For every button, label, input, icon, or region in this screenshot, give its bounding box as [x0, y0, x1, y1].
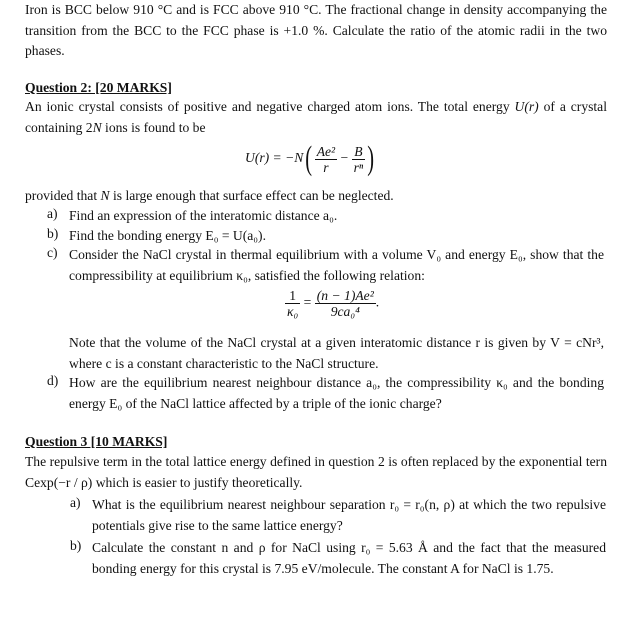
- cond-sym-n: N: [100, 188, 110, 203]
- q3-item-b: Calculate the constant n and ρ for NaCl using r₀ = 5.63 Å and the fact that the measured bonding energy for this crystal is 7.95 eV/molecule. The constant A for NaCl is 1.75.: [92, 540, 606, 576]
- energy-eq-frac2: [352, 144, 366, 175]
- cond-a: provided that: [25, 188, 101, 203]
- question-3-intro: The repulsive term in the total lattice energy defined in question 2 is often replaced by the exponential tern Cexp(−r / ρ) which is easier to justify theoretically.: [25, 454, 607, 490]
- cond-b: is large enough that surface effect can be neglected.: [109, 188, 394, 203]
- q2-item-a: Find an expression of the interatomic distance a₀.: [69, 208, 338, 223]
- intro-paragraph: Iron is BCC below 910 °C and is FCC above 910 °C. The fractional change in density accompanying the transition from the BCC to the FCC phase is +1.0 %. Calculate the ratio of the atomic radii in the two phases.: [25, 2, 607, 58]
- energy-eq-den2: rⁿ: [353, 159, 364, 175]
- energy-eq-den1: r: [323, 159, 329, 175]
- energy-eq-rparen: ): [367, 140, 375, 177]
- q2-text-b: of a crystal containing 2: [25, 99, 607, 135]
- q2-item-d: How are the equilibrium nearest neighbour distance a₀, the compressibility κ₀ and the bonding energy E₀ of the NaCl lattice affected by a triple of the ionic charge?: [69, 375, 604, 411]
- q2-item-d-marker: d): [47, 373, 59, 388]
- q2-note: Note that the volume of the NaCl crystal at a given interatomic distance r is given by V = cNr³, where c is a constant characteristic to the NaCl structure.: [69, 335, 604, 371]
- question-3-heading: Question 3 [10 MARKS]: [25, 434, 168, 449]
- q2-item-a-marker: a): [47, 206, 58, 221]
- comp-eq-num2: (n − 1)Ae²: [316, 288, 374, 303]
- comp-eq-equals: =: [303, 294, 312, 310]
- comp-eq-den1: κ₀: [287, 304, 299, 319]
- comp-eq-frac1: [285, 288, 300, 319]
- q2-sym-n: N: [92, 119, 102, 135]
- comp-eq-num1: 1: [285, 288, 300, 304]
- q2-item-b: Find the bonding energy E₀ = U(a₀).: [69, 228, 266, 243]
- comp-eq-period: .: [375, 294, 380, 310]
- q2-text-c: ions is found to be: [101, 119, 206, 135]
- q3-item-a-marker: a): [70, 495, 81, 510]
- q3-item-a: What is the equilibrium nearest neighbour separation r₀ = r₀(n, ρ) at which the two repulsive potentials give rise to the same lattice energy?: [92, 497, 606, 533]
- comp-eq-den2: 9ca₀⁴: [330, 304, 360, 319]
- energy-eq-num1: Ae²: [316, 143, 336, 159]
- q2-text-a: An ionic crystal consists of positive and negative charged atom ions. The total energy: [25, 99, 515, 114]
- q3-item-b-marker: b): [70, 538, 82, 553]
- q2-sym-ur: U(r): [514, 99, 539, 114]
- question-2-intro: [25, 97, 607, 138]
- energy-eq-num2: B: [352, 144, 366, 160]
- energy-eq-lparen: (: [305, 140, 313, 177]
- comp-eq-frac2: [315, 288, 376, 319]
- energy-eq-lhs: U(r) = −N: [245, 150, 304, 166]
- question-2-heading: Question 2: [20 MARKS]: [25, 80, 172, 95]
- q2-item-b-marker: b): [47, 226, 59, 241]
- q2-item-c-marker: c): [47, 245, 58, 260]
- energy-equation: [245, 140, 377, 178]
- energy-eq-frac1: [315, 144, 337, 175]
- compressibility-equation: [285, 288, 379, 319]
- energy-eq-minus: −: [340, 150, 349, 166]
- q2-item-c: Consider the NaCl crystal in thermal equilibrium with a volume V₀ and energy E₀, show that the compressibility at equilibrium κ₀, satisfied the following relation:: [69, 247, 604, 283]
- condition-line: [25, 186, 607, 207]
